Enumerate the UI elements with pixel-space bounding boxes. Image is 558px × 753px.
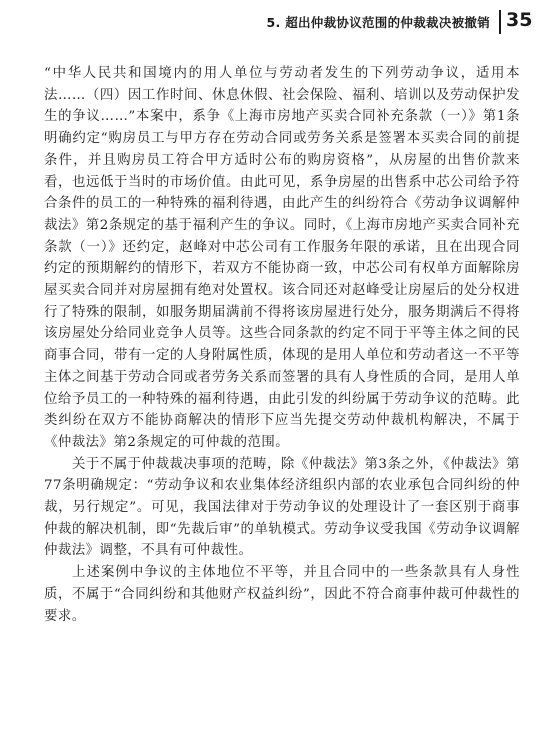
body-text: [44, 63, 520, 627]
paragraph-2: 关于不属于仲裁裁决事项的范畴，除《仲裁法》第3条之外，《仲裁法》第77条明确规定：“劳动争议和农业集体经济组织内部的农业承包合同纠纷的仲裁，另行规定”。可见，我国法律对于劳动争议的处理设计了一套区别于商事仲裁的解决机制，即“先裁后审”的单轨模式。劳动争议受我国《劳动争议调解仲裁法》调整，不具有可仲裁性。: [44, 456, 520, 559]
page-number: 35: [506, 9, 533, 31]
paragraph-1: “中华人民共和国境内的用人单位与劳动者发生的下列劳动争议，适用本法……（四）因工作时间、休息休假、社会保险、福利、培训以及劳动保护发生的争议……”本案中，系争《上海市房地产买卖合同补充条款（一）》第1条明确约定“购房员工与甲方存在劳动合同或劳务关系是签署本买卖合同的前提条件，并且购房员工符合甲方适时公布的购房资格”，从房屋的出售价款来看，也远低于当时的市场价值。由此可见，系争房屋的出售系中芯公司给予符合条件的员工的一种特殊的福利待遇，由此产生的纠纷符合《劳动争议调解仲裁法》第2条规定的基于福利产生的争议。同时，《上海市房地产买卖合同补充条款（一）》还约定，赵峰对中芯公司有工作服务年限的承诺，且在出现合同约定的预期解约的情形下，若双方不能协商一致，中芯公司有权单方面解除房屋买卖合同并对房屋拥有绝对处置权。该合同还对赵峰受让房屋后的处分权进行了特殊的限制，如服务期届满前不得将该房屋进行处分，服务期满后不得将该房屋处分给同业竞争人员等。这些合同条款的约定不同于平等主体之间的民商事合同，带有一定的人身附属性质，体现的是用人单位和劳动者这一不平等主体之间基于劳动合同或者劳务关系而签署的具有人身性质的合同，是用人单位给予员工的一种特殊的福利待遇，由此引发的纠纷属于劳动争议的范畴。此类纠纷在双方不能协商解决的情形下应当先提交劳动仲裁机构解决，不属于《仲裁法》第2条规定的可仲裁的范围。: [44, 66, 520, 450]
running-header: [0, 10, 558, 32]
paragraph-3: 上述案例中争议的主体地位不平等，并且合同中的一些条款具有人身性质，不属于“合同纠纷和其他财产权益纠纷”，因此不符合商事仲裁可仲裁性的要求。: [44, 565, 520, 624]
section-title: 5. 超出仲裁协议范围的仲裁裁决被撤销: [266, 15, 490, 30]
header-divider: [499, 10, 501, 34]
